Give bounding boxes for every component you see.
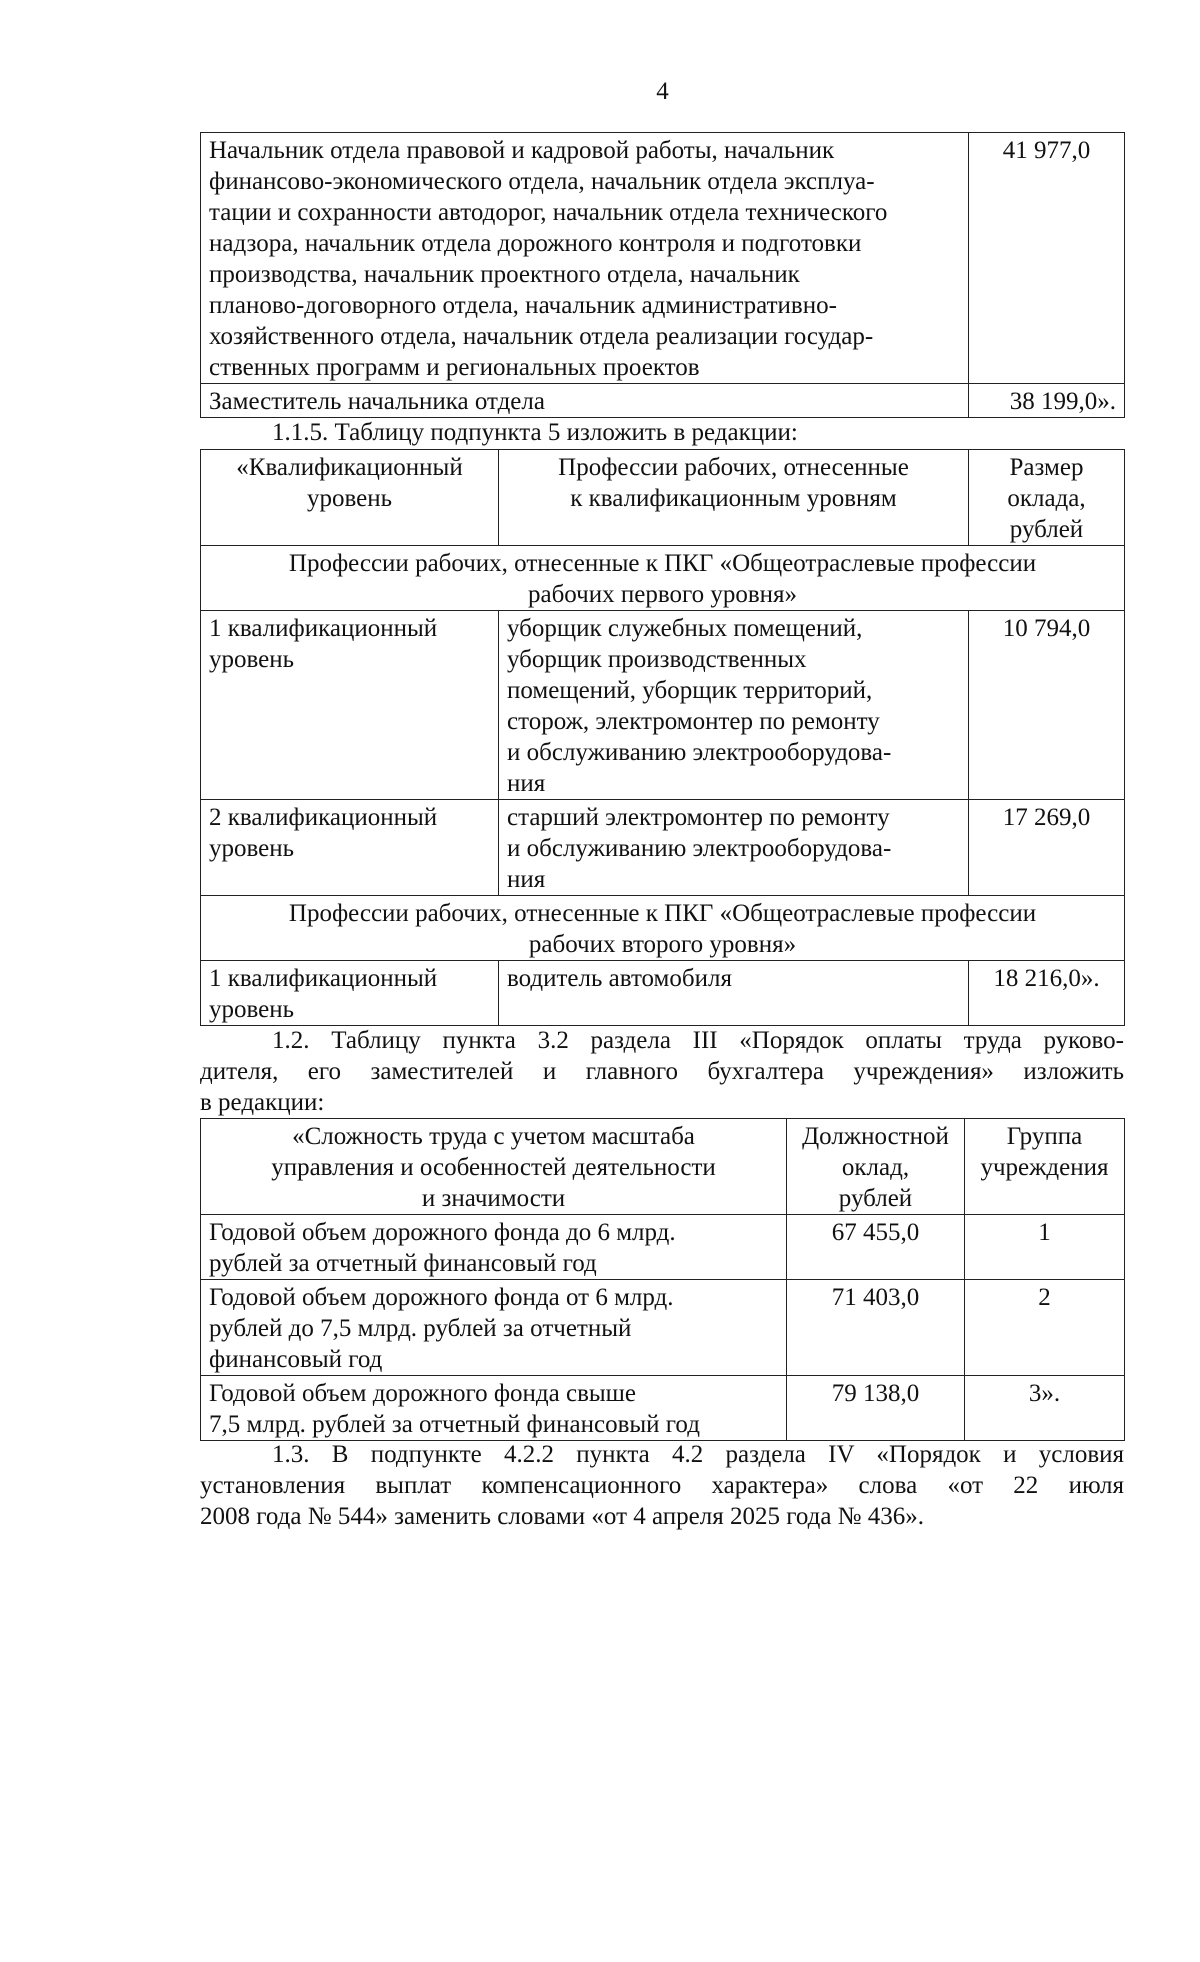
table-row [201, 133, 1125, 384]
table-row [201, 1376, 1125, 1441]
table-row [201, 1215, 1125, 1280]
salary-cell: 71 403,0 [787, 1280, 965, 1376]
table-row [201, 800, 1125, 896]
salary-cell: 79 138,0 [787, 1376, 965, 1441]
salary-cell: 67 455,0 [787, 1215, 965, 1280]
professions-cell: старший электромонтер по ремонту и обслуживанию электрооборудова- ния [499, 800, 969, 896]
group-cell: 3». [965, 1376, 1125, 1441]
level-cell: 2 квалификационный уровень [201, 800, 499, 896]
complexity-salary-table [200, 1118, 1125, 1441]
group-title: Профессии рабочих, отнесенные к ПКГ «Общеотраслевые профессии рабочих первого уровня» [201, 546, 1125, 611]
professions-cell: уборщик служебных помещений, уборщик производственных помещений, уборщик территорий, сторож, электромонтер по ремонту и обслуживанию электрооборудова- ния [499, 611, 969, 800]
group-cell: 1 [965, 1215, 1125, 1280]
header-group: Группа учреждения [965, 1119, 1125, 1215]
table-header-row [201, 450, 1125, 546]
header-salary: Размер оклада, рублей [969, 450, 1125, 546]
criteria-cell: Годовой объем дорожного фонда свыше 7,5 млрд. рублей за отчетный финансовый год [201, 1376, 787, 1441]
section-1-2: 1.2. Таблицу пункта 3.2 раздела III «Порядок оплаты труда руково- дителя, его заместителей и главного бухгалтера учреждения» изложить в редакции: [200, 1027, 1124, 1116]
level-cell: 1 квалификационный уровень [201, 961, 499, 1026]
criteria-cell: Годовой объем дорожного фонда от 6 млрд. рублей до 7,5 млрд. рублей за отчетный финансовый год [201, 1280, 787, 1376]
salary-cell: 41 977,0 [969, 133, 1125, 384]
workers-levels-table [200, 449, 1125, 1026]
header-level: «Квалификационный уровень [201, 450, 499, 546]
group-row [201, 546, 1125, 611]
table-row [201, 1280, 1125, 1376]
header-salary: Должностной оклад, рублей [787, 1119, 965, 1215]
salary-cell: 18 216,0». [969, 961, 1125, 1026]
position-cell: Заместитель начальника отдела [201, 384, 969, 418]
table-row [201, 611, 1125, 800]
group-row [201, 896, 1125, 961]
table-header-row [201, 1119, 1125, 1215]
table-row [201, 961, 1125, 1026]
salary-cell: 38 199,0». [969, 384, 1125, 418]
page-number: 4 [656, 78, 669, 105]
position-cell: Начальник отдела правовой и кадровой работы, начальник финансово-экономического отдела, начальник отдела эксплуа- тации и сохранности автодорог, начальник отдела технического надзора, начальник отдела дорожного контроля и подготовки производства, начальник проектного отдела, начальник планово-договорного отдела, начальник административно- хозяйственного отдела, начальник отдела реализации государ- ственных программ и региональных проектов [201, 133, 969, 384]
section-1-3: 1.3. В подпункте 4.2.2 пункта 4.2 раздела IV «Порядок и условия установления выплат компенсационного характера» слова «от 22 июля 2008 года № 544» заменить словами «от 4 апреля 2025 года № 436». [200, 1441, 1124, 1530]
group-cell: 2 [965, 1280, 1125, 1376]
header-complexity: «Сложность труда с учетом масштаба управления и особенностей деятельности и значимости [201, 1119, 787, 1215]
salary-cell: 17 269,0 [969, 800, 1125, 896]
salary-cell: 10 794,0 [969, 611, 1125, 800]
section-1-1-5: 1.1.5. Таблицу подпункта 5 изложить в редакции: [272, 419, 798, 446]
criteria-cell: Годовой объем дорожного фонда до 6 млрд. рублей за отчетный финансовый год [201, 1215, 787, 1280]
group-title: Профессии рабочих, отнесенные к ПКГ «Общеотраслевые профессии рабочих второго уровня» [201, 896, 1125, 961]
professions-cell: водитель автомобиля [499, 961, 969, 1026]
table-row [201, 384, 1125, 418]
header-professions: Профессии рабочих, отнесенные к квалификационным уровням [499, 450, 969, 546]
positions-salary-table [200, 132, 1125, 418]
level-cell: 1 квалификационный уровень [201, 611, 499, 800]
